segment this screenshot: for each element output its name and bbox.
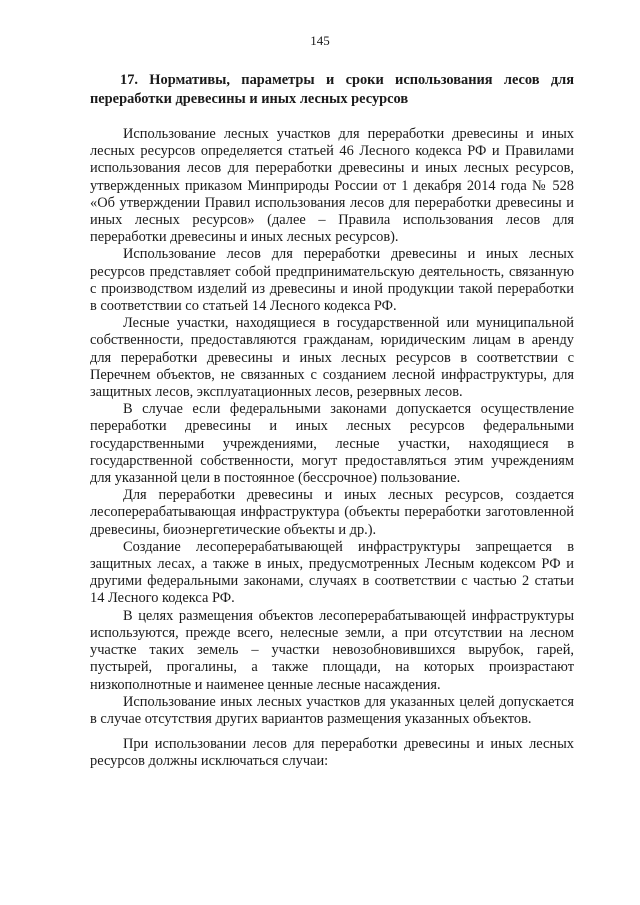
paragraph-7: В целях размещения объектов лесоперерабатывающей инфраструктуры используются, прежде всего, нелесные земли, а при отсутствии на лесном участке таких земель – участки невозобновившихся вырубок, гарей, пустырей, прогалины, а также площади, на которых произрастают низкополнотные и наименее ценные лесные насаждения.	[90, 607, 574, 693]
section-heading: 17. Нормативы, параметры и сроки использования лесов для переработки древесины и иных лесных ресурсов	[90, 72, 574, 107]
paragraph-1: Использование лесных участков для переработки древесины и иных лесных ресурсов определяется статьей 46 Лесного кодекса РФ и Правилами использования лесов для переработки древесины и иных лесных ресурсов, утвержденных приказом Минприроды России от 1 декабря 2014 года № 528 «Об утверждении Правил использования лесов для переработки древесины и иных лесных ресурсов» (далее – Правила использования лесов для переработки древесины и иных лесных ресурсов).	[90, 126, 574, 246]
paragraph-8: Использование иных лесных участков для указанных целей допускается в случае отсутствия других вариантов размещения указанных объектов.	[90, 693, 574, 727]
paragraph-4: В случае если федеральными законами допускается осуществление переработки древесины и иных лесных ресурсов федеральными государственными учреждениями, лесные участки, находящиеся в государственной собственности, могут предоставляться этим учреждениям для указанной цели в постоянное (бессрочное) пользование.	[90, 401, 574, 487]
page-number: 145	[310, 33, 330, 48]
paragraph-9: При использовании лесов для переработки древесины и иных лесных ресурсов должны исключаться случаи:	[90, 736, 574, 770]
body-text	[90, 126, 574, 771]
paragraph-3: Лесные участки, находящиеся в государственной или муниципальной собственности, предоставляются гражданам, юридическим лицам в аренду для переработки древесины и иных лесных ресурсов в соответствии с Перечнем объектов, не связанных с созданием лесной инфраструктуры, для защитных лесов, эксплуатационных лесов, резервных лесов.	[90, 315, 574, 401]
paragraph-6: Создание лесоперерабатывающей инфраструктуры запрещается в защитных лесах, а также в иных, предусмотренных Лесным кодексом РФ и другими федеральными законами, случаях в соответствии с частью 2 статьи 14 Лесного кодекса РФ.	[90, 538, 574, 607]
paragraph-2: Использование лесов для переработки древесины и иных лесных ресурсов представляет собой предпринимательскую деятельность, связанную с производством изделий из древесины и иной продукции такой переработки в соответствии со статьей 14 Лесного кодекса РФ.	[90, 246, 574, 315]
paragraph-5: Для переработки древесины и иных лесных ресурсов, создается лесоперерабатывающая инфраструктура (объекты переработки заготовленной древесины, биоэнергетические объекты и др.).	[90, 487, 574, 538]
